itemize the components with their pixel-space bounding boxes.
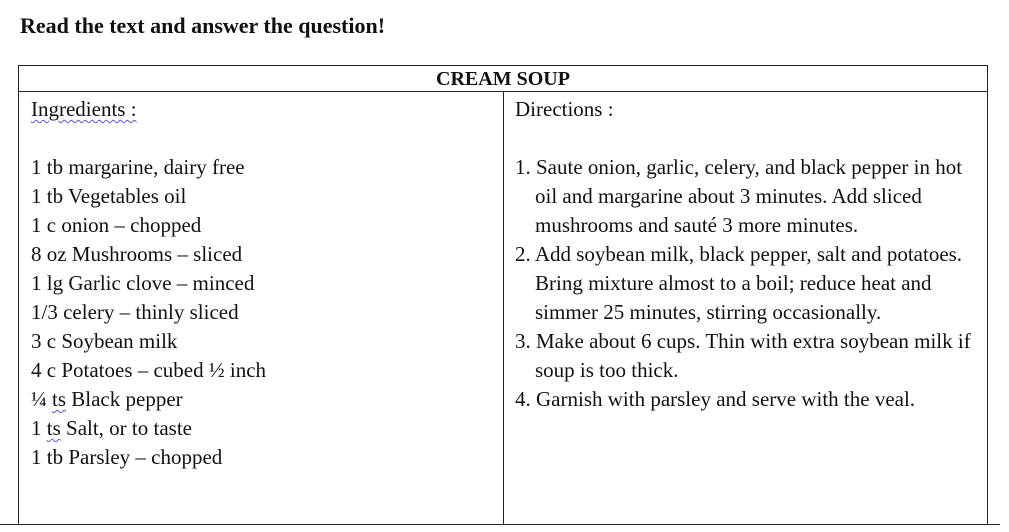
ingredient-name: Black pepper xyxy=(66,387,183,411)
direction-number: 1. xyxy=(515,155,531,179)
ingredient-item xyxy=(31,443,491,472)
ingredient-name: margarine, dairy free xyxy=(63,155,245,179)
ingredient-item xyxy=(31,414,491,443)
directions-label: Directions : xyxy=(515,97,614,121)
ingredient-item xyxy=(31,356,491,385)
ingredient-quantity: 8 oz xyxy=(31,242,67,266)
ingredient-quantity: 1 lg xyxy=(31,271,64,295)
ingredient-quantity: 1 tb xyxy=(31,445,64,469)
direction-number: 3. xyxy=(515,329,531,353)
ingredient-quantity: 1 ts xyxy=(31,416,61,440)
page-heading: Read the text and answer the question! xyxy=(20,13,386,38)
recipe-title: CREAM SOUP xyxy=(19,66,987,92)
ingredient-quantity: 1/3 xyxy=(31,300,58,324)
direction-step xyxy=(515,153,985,240)
directions-list xyxy=(515,153,985,414)
ingredient-name: Parsley – chopped xyxy=(63,445,223,469)
ingredient-item xyxy=(31,211,491,240)
ingredient-item xyxy=(31,298,491,327)
ingredient-quantity: 1 tb xyxy=(31,184,64,208)
direction-text: Make about 6 cups. Thin with extra soybean milk if soup is too thick. xyxy=(530,329,971,382)
ingredient-item xyxy=(31,269,491,298)
recipe-table xyxy=(18,65,988,525)
ingredient-quantity: ¼ ts xyxy=(31,387,67,411)
directions-column xyxy=(515,95,985,414)
direction-step xyxy=(515,240,985,327)
direction-text: Garnish with parsley and serve with the veal. xyxy=(530,387,916,411)
ingredient-item xyxy=(31,153,491,182)
ingredient-name: onion – chopped xyxy=(56,213,202,237)
ingredient-quantity: 1 c xyxy=(31,213,57,237)
direction-step xyxy=(515,327,985,385)
direction-text: Add soybean milk, black pepper, salt and potatoes. Bring mixture almost to a boil; reduce heat and simmer 25 minutes, stirring occasionally. xyxy=(530,242,963,324)
ingredient-name: celery – thinly sliced xyxy=(57,300,239,324)
ingredients-list xyxy=(31,153,491,472)
ingredient-quantity: 4 c xyxy=(31,358,57,382)
ingredient-name: Soybean milk xyxy=(56,329,178,353)
direction-text: Saute onion, garlic, celery, and black pepper in hot oil and margarine about 3 minutes. Add sliced mushrooms and sauté 3 more minutes. xyxy=(530,155,963,237)
ingredient-name: Garlic clove – minced xyxy=(63,271,255,295)
ingredients-column xyxy=(31,95,491,472)
ingredient-name: Salt, or to taste xyxy=(60,416,192,440)
ingredient-name: Mushrooms – sliced xyxy=(66,242,243,266)
ingredient-quantity: 1 tb xyxy=(31,155,64,179)
ingredient-name: Vegetables oil xyxy=(63,184,187,208)
ingredient-item xyxy=(31,385,491,414)
column-divider xyxy=(503,91,504,525)
ingredient-item xyxy=(31,182,491,211)
ingredients-label: Ingredients : xyxy=(31,97,137,121)
direction-number: 2. xyxy=(515,242,531,266)
direction-step xyxy=(515,385,985,414)
bottom-rule xyxy=(0,524,1000,525)
ingredient-quantity: 3 c xyxy=(31,329,57,353)
direction-number: 4. xyxy=(515,387,531,411)
ingredient-item xyxy=(31,240,491,269)
ingredient-name: Potatoes – cubed ½ inch xyxy=(56,358,267,382)
ingredient-item xyxy=(31,327,491,356)
